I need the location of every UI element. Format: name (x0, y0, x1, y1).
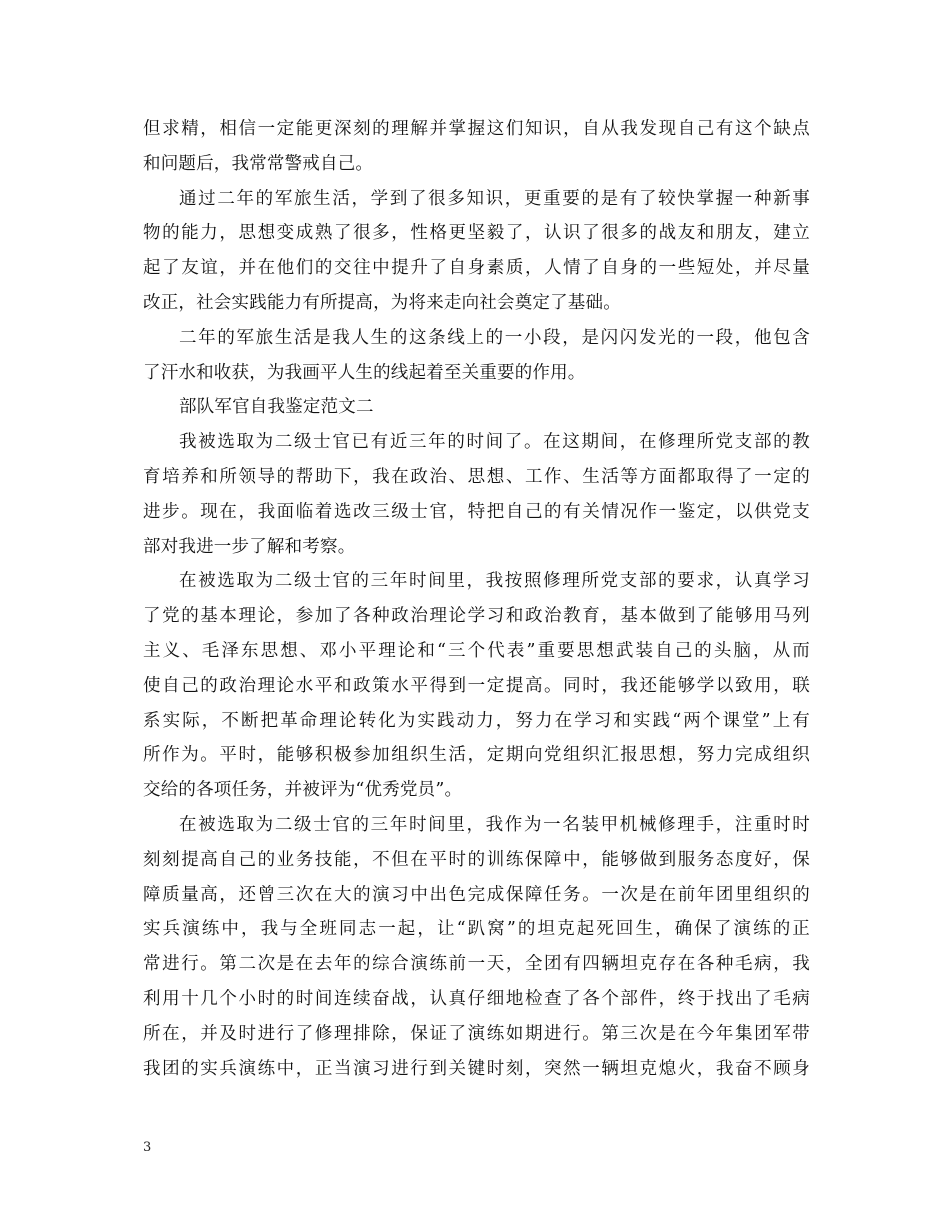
text-line: 主义、毛泽东思想、邓小平理论和“三个代表”重要思想武装自己的头脑，从而 (143, 640, 810, 661)
text-line: 二年的军旅生活是我人生的这条线上的一小段，是闪闪发光的一段，他包含 (179, 327, 810, 348)
text-line: 交给的各项任务，并被评为“优秀党员”。 (143, 780, 463, 801)
text-line: 障质量高，还曾三次在大的演习中出色完成保障任务。一次是在前年团里组织的 (143, 884, 810, 905)
text-line: 物的能力，思想变成熟了很多，性格更坚毅了，认识了很多的战友和朋友，建立 (143, 223, 810, 244)
text-line: 刻刻提高自己的业务技能，不但在平时的训练保障中，能够做到服务态度好，保 (143, 849, 810, 870)
text-line: 育培养和所领导的帮助下，我在政治、思想、工作、生活等方面都取得了一定的 (143, 466, 810, 487)
text-line: 系实际，不断把革命理论转化为实践动力，努力在学习和实践“两个课堂”上有 (143, 710, 810, 731)
text-line: 所在，并及时进行了修理排除，保证了演练如期进行。第三次是在今年集团军带 (143, 1023, 810, 1044)
text-line: 进步。现在，我面临着选改三级士官，特把自己的有关情况作一鉴定，以供党支 (143, 501, 810, 522)
text-line: 但求精，相信一定能更深刻的理解并掌握这们知识，自从我发现自己有这个缺点 (143, 119, 810, 139)
text-line: 改正，社会实践能力有所提高，为将来走向社会奠定了基础。 (143, 292, 621, 313)
text-line: 在被选取为二级士官的三年时间里，我作为一名装甲机械修理手，注重时时 (179, 814, 810, 835)
text-line: 起了友谊，并在他们的交往中提升了自身素质，人情了自身的一些短处，并尽量 (143, 258, 810, 279)
text-line: 通过二年的军旅生活，学到了很多知识，更重要的是有了较快掌握一种新事 (179, 188, 810, 209)
text-line: 我被选取为二级士官已有近三年的时间了。在这期间，在修理所党支部的教 (179, 432, 810, 453)
text-line: 了汗水和收获，为我画平人生的线起着至关重要的作用。 (143, 362, 586, 383)
text-line: 常进行。第二次是在去年的综合演练前一天，全团有四辆坦克存在各种毛病，我 (143, 954, 810, 975)
text-line: 实兵演练中，我与全班同志一起，让“趴窝”的坦克起死回生，确保了演练的正 (143, 919, 810, 940)
text-line: 利用十几个小时的时间连续奋战，认真仔细地检查了各个部件，终于找出了毛病 (143, 988, 810, 1009)
text-line: 部队军官自我鉴定范文二 (179, 397, 374, 418)
document-body (143, 112, 810, 1086)
text-line: 在被选取为二级士官的三年时间里，我按照修理所党支部的要求，认真学习 (179, 571, 810, 592)
text-line: 使自己的政治理论水平和政策水平得到一定提高。同时，我还能够学以致用，联 (143, 675, 810, 696)
text-line: 所作为。平时，能够积极参加组织生活，定期向党组织汇报思想，努力完成组织 (143, 745, 810, 766)
text-line: 我团的实兵演练中，正当演习进行到关键时刻，突然一辆坦克熄火，我奋不顾身 (143, 1058, 810, 1079)
text-line: 部对我进一步了解和考察。 (143, 536, 356, 557)
text-line: 和问题后，我常常警戒自己。 (143, 153, 374, 174)
text-line: 了党的基本理论，参加了各种政治理论学习和政治教育，基本做到了能够用马列 (143, 606, 810, 627)
page-number: 3 (143, 1140, 152, 1155)
